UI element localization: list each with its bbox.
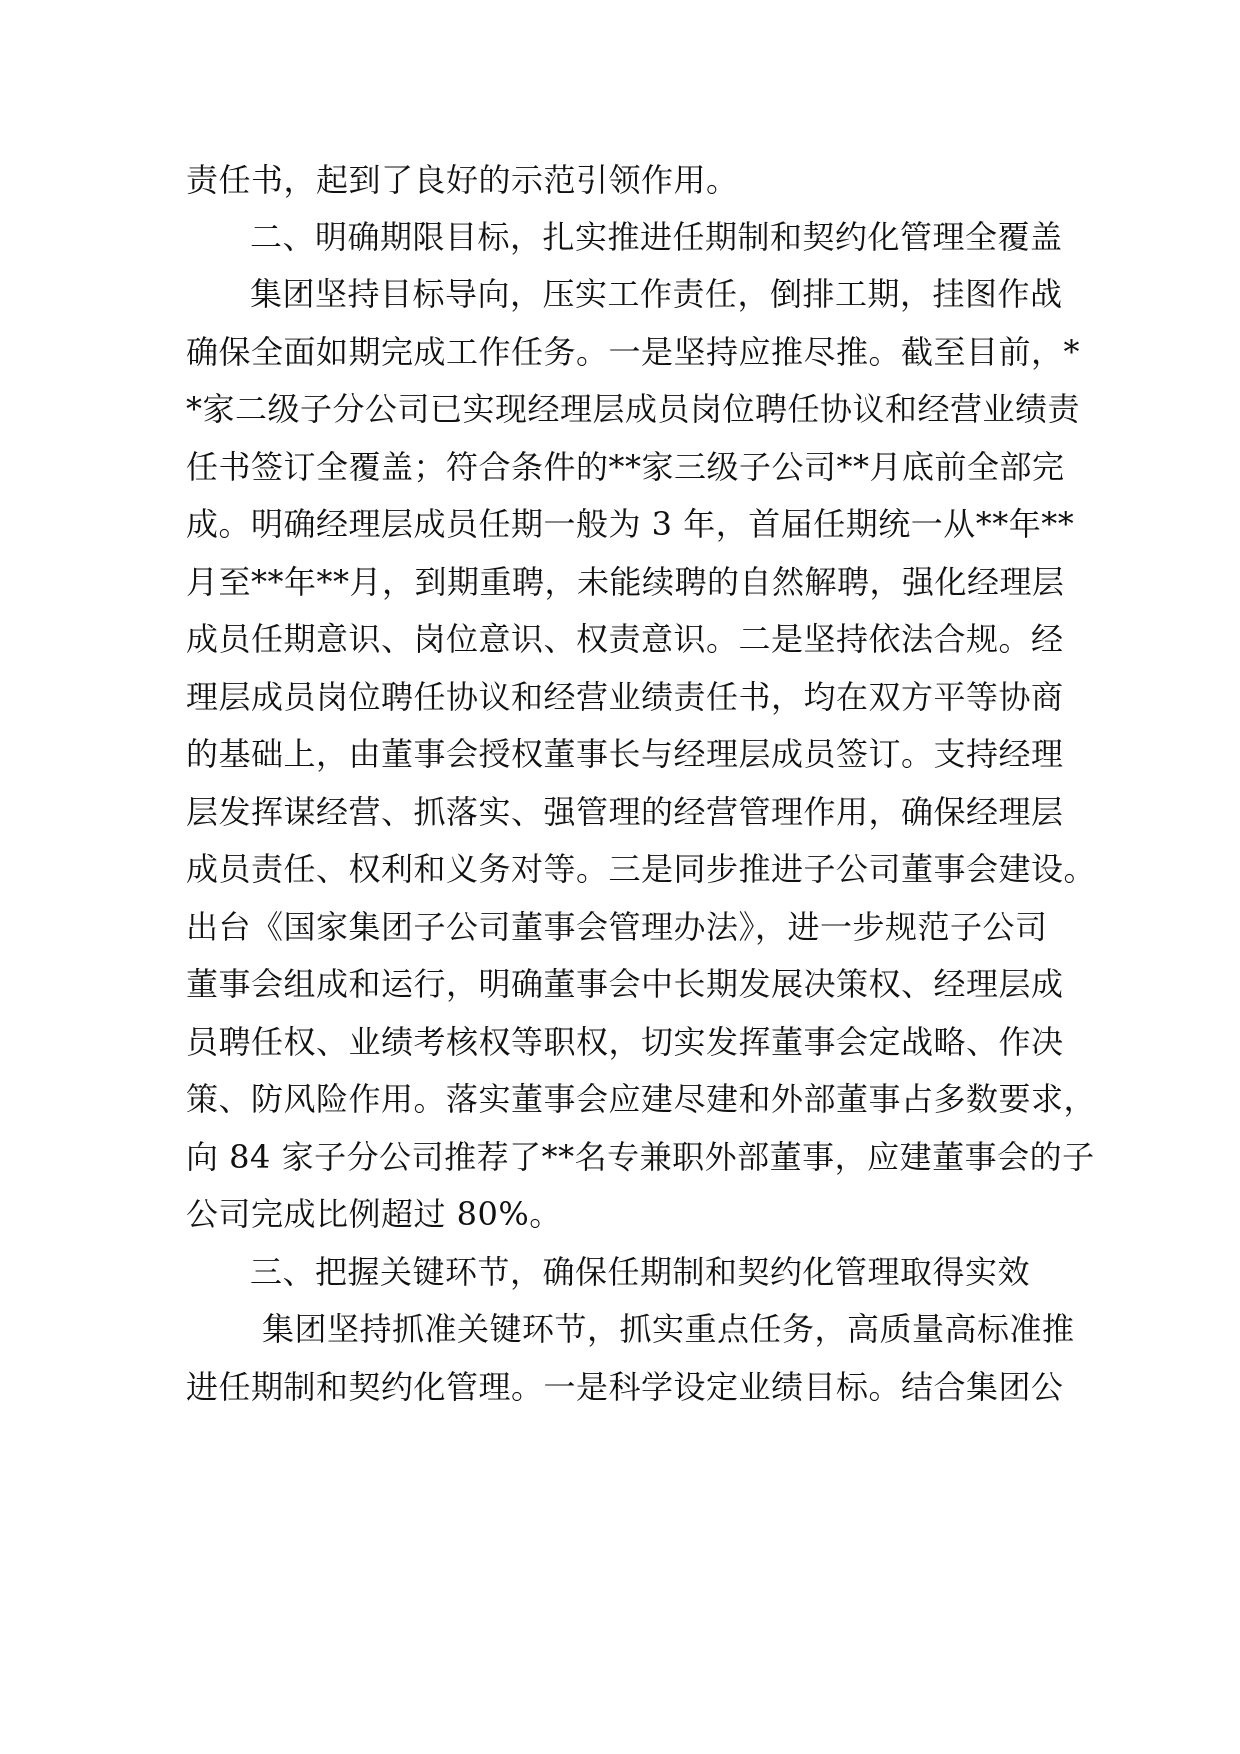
body-line: 责任书，起到了良好的示范引领作用。 <box>186 161 739 199</box>
body-line: 确保全面如期完成工作任务。一是坚持应推尽推。截至目前，* <box>186 333 1081 371</box>
body-line: 出台《国家集团子公司董事会管理办法》，进一步规范子公司 <box>186 908 1048 946</box>
body-line: 向 84 家子分公司推荐了**名专兼职外部董事，应建董事会的子 <box>186 1138 1095 1176</box>
body-line: 策、防风险作用。落实董事会应建尽建和外部董事占多数要求， <box>186 1080 1097 1118</box>
body-line: 成员责任、权利和义务对等。三是同步推进子公司董事会建设。 <box>186 850 1097 888</box>
body-line: 的基础上，由董事会授权董事长与经理层成员签订。支持经理 <box>186 735 1064 773</box>
section-heading: 二、明确期限目标，扎实推进任期制和契约化管理全覆盖 <box>250 218 1063 256</box>
body-line: 任书签订全覆盖；符合条件的**家三级子公司**月底前全部完 <box>186 448 1065 486</box>
body-line: 层发挥谋经营、抓落实、强管理的经营管理作用，确保经理层 <box>186 793 1064 831</box>
body-line: 成员任期意识、岗位意识、权责意识。二是坚持依法合规。经 <box>186 620 1064 658</box>
section-heading: 三、把握关键环节，确保任期制和契约化管理取得实效 <box>250 1253 1031 1291</box>
body-line: 员聘任权、业绩考核权等职权，切实发挥董事会定战略、作决 <box>186 1023 1064 1061</box>
body-line: 集团坚持抓准关键环节，抓实重点任务，高质量高标准推 <box>262 1310 1075 1348</box>
body-line: 理层成员岗位聘任协议和经营业绩责任书，均在双方平等协商 <box>186 678 1064 716</box>
body-line: 成。明确经理层成员任期一般为 3 年，首届任期统一从**年** <box>186 505 1075 543</box>
body-line: 董事会组成和运行，明确董事会中长期发展决策权、经理层成 <box>186 965 1064 1003</box>
body-line: 集团坚持目标导向，压实工作责任，倒排工期，挂图作战 <box>250 275 1063 313</box>
body-line: 进任期制和契约化管理。一是科学设定业绩目标。结合集团公 <box>186 1368 1064 1406</box>
body-line: 月至**年**月，到期重聘，未能续聘的自然解聘，强化经理层 <box>186 563 1065 601</box>
body-line: 公司完成比例超过 80%。 <box>186 1195 562 1233</box>
body-line: *家二级子分公司已实现经理层成员岗位聘任协议和经营业绩责 <box>186 390 1081 428</box>
